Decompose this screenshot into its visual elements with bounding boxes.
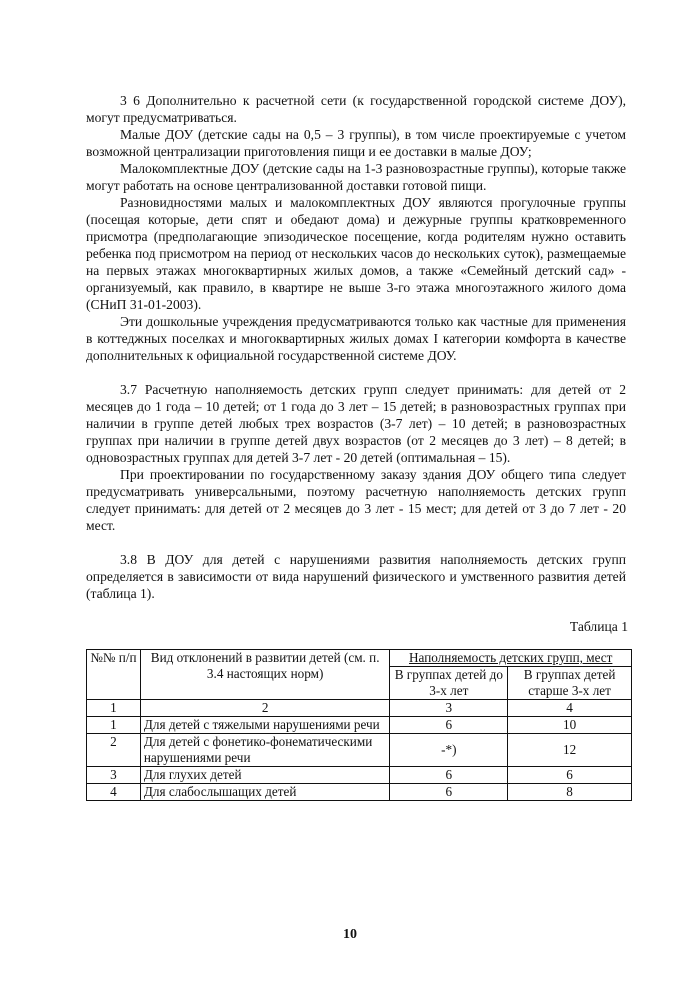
- table-row: [87, 784, 632, 801]
- row-over-3: 10: [508, 717, 632, 734]
- header-under-3: В группах детей до 3-х лет: [390, 667, 508, 700]
- row-over-3: 8: [508, 784, 632, 801]
- row-under-3: -*): [390, 734, 508, 767]
- row-under-3: 6: [390, 784, 508, 801]
- row-number: 1: [87, 717, 141, 734]
- table-header-row: [87, 650, 632, 667]
- table-row: [87, 734, 632, 767]
- paragraph: Разновидностями малых и малокомплектных ДОУ являются прогулочные группы (посещая которые, дети спят и обедают дома) и дежурные группы кратковременного присмотра (предполагающие эпизодическое посещение, когда родителям нужно оставить ребенка под присмотром на период от нескольких часов до нескольких суток), размещаемые на первых этажах многоквартирных жилых домов, а также «Семейный детский сад» - организуемый, как правило, в квартире не выше 3-го этажа многоэтажного жилого дома (СНиП 31-01-2003).: [86, 195, 626, 312]
- row-kind: Для детей с фонетико-фонематическими нарушениями речи: [140, 734, 390, 767]
- paragraph: Малые ДОУ (детские сады на 0,5 – 3 группы), в том числе проектируемые с учетом возможной централизации приготовления пищи и ее доставки в малые ДОУ;: [86, 127, 626, 159]
- row-number: 4: [87, 784, 141, 801]
- paragraph: 3 6 Дополнительно к расчетной сети (к государственной городской системе ДОУ), могут предусматриваться.: [86, 93, 626, 125]
- header-over-3: В группах детей старше 3-х лет: [508, 667, 632, 700]
- paragraph: Малокомплектные ДОУ (детские сады на 1-3 разновозрастные группы), которые также могут работать на основе централизованной доставки готовой пищи.: [86, 161, 626, 193]
- row-kind: Для детей с тяжелыми нарушениями речи: [140, 717, 390, 734]
- page-number: 10: [343, 927, 357, 942]
- row-under-3: 6: [390, 717, 508, 734]
- row-kind: Для глухих детей: [140, 767, 390, 784]
- paragraph: При проектировании по государственному заказу здания ДОУ общего типа следует предусматривать универсальными, поэтому расчетную наполняемость детских групп следует принимать: для детей от 2 месяцев до 3 лет - 15 мест; для детей от 3 до 7 лет - 20 мест.: [86, 467, 626, 533]
- column-number: 1: [87, 700, 141, 717]
- column-number-row: [87, 700, 632, 717]
- section-3-6: [86, 92, 626, 602]
- table-row: [87, 717, 632, 734]
- header-kind: Вид отклонений в развитии детей (см. п. 3.4 настоящих норм): [140, 650, 390, 700]
- paragraph-3-7: 3.7 Расчетную наполняемость детских групп следует принимать: для детей от 2 месяцев до 1 года – 10 детей; от 1 года до 3 лет – 15 детей; в разновозрастных группах при наличии в группе детей любых трех возрастов (3-7 лет) – 10 детей; в разновозрастных группах при наличии в группе детей двух возрастов (от 2 месяцев до 3 лет) – 8 детей; в одновозрастных группах для детей 3-7 лет - 20 детей (оптимальная – 15).: [86, 382, 626, 465]
- row-over-3: 12: [508, 734, 632, 767]
- row-number: 2: [87, 734, 141, 767]
- row-number: 3: [87, 767, 141, 784]
- row-kind: Для слабослышащих детей: [140, 784, 390, 801]
- paragraph: Эти дошкольные учреждения предусматриваются только как частные для применения в коттеджных поселках и многоквартирных жилых домах I категории комфорта в качестве дополнительных к официальной государственной системе ДОУ.: [86, 314, 626, 363]
- column-number: 4: [508, 700, 632, 717]
- row-over-3: 6: [508, 767, 632, 784]
- paragraph-gap: [86, 364, 626, 381]
- norms-table: [86, 649, 632, 801]
- table-row: [87, 767, 632, 784]
- paragraph-gap: [86, 534, 626, 551]
- paragraph-3-8: 3.8 В ДОУ для детей с нарушениями развития наполняемость детских групп определяется в зависимости от вида нарушений физического и умственного развития детей (таблица 1).: [86, 552, 626, 601]
- header-capacity: Наполняемость детских групп, мест: [390, 650, 632, 667]
- column-number: 3: [390, 700, 508, 717]
- header-number: №№ п/п: [87, 650, 141, 700]
- row-under-3: 6: [390, 767, 508, 784]
- column-number: 2: [140, 700, 390, 717]
- table-caption: Таблица 1: [569, 619, 628, 634]
